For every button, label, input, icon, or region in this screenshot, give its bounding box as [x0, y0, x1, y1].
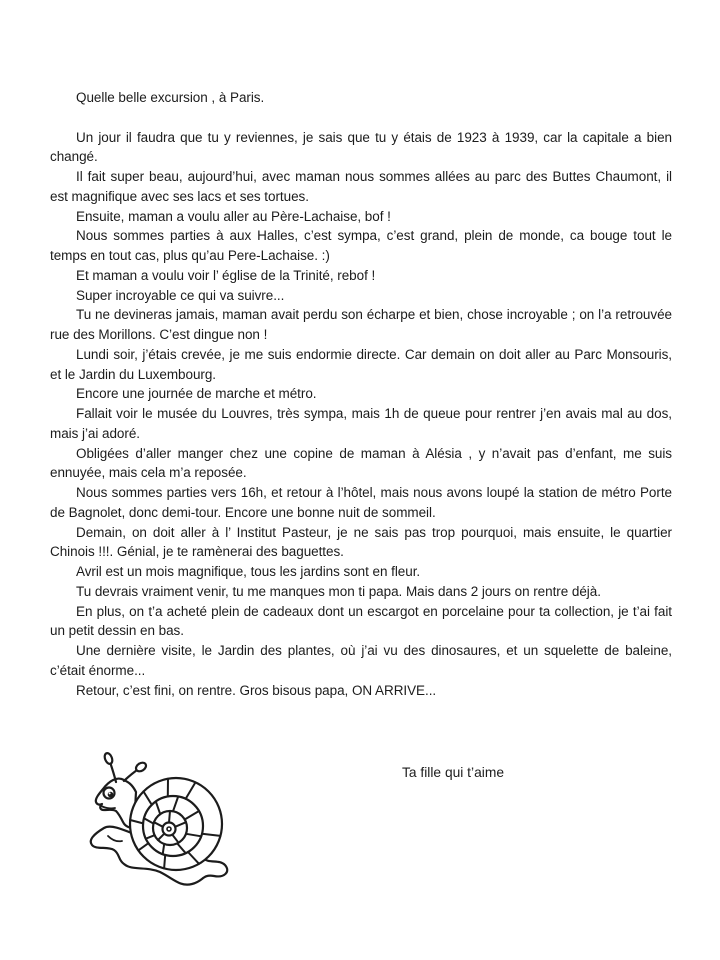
letter-paragraph: Ensuite, maman a voulu aller au Père-Lachaise, bof !: [76, 208, 391, 224]
letter-paragraph: Tu devrais vraiment venir, tu me manques mon ti papa. Mais dans 2 jours on rentre déjà.: [76, 583, 601, 599]
snail-drawing-icon: [84, 752, 244, 907]
letter-paragraph: Obligées d’aller manger chez une copine de maman à Alésia , y n’avait pas d’enfant, me suis ennuyée, mais cela m’a reposée.: [50, 445, 672, 481]
letter-paragraph: Nous sommes parties à aux Halles, c’est sympa, c’est grand, plein de monde, ca bouge tout le temps en tout cas, plus qu’au Pere-Lachaise. :): [50, 228, 672, 263]
letter-paragraph: Une dernière visite, le Jardin des plantes, où j’ai vu des dinosaures, et un squelette de baleine, c’était énorme...: [50, 643, 672, 678]
snail-antenna-left-knob: [103, 752, 114, 765]
snail-antenna-right: [124, 770, 137, 781]
letter-paragraph: Lundi soir, j’étais crevée, je me suis endormie directe. Car demain on doit aller au Parc Monsouris, et le Jardin du Luxembourg.: [50, 346, 672, 382]
letter-paragraph: Et maman a voulu voir l’ église de la Trinité, rebof !: [76, 267, 376, 283]
snail-pupil: [108, 792, 114, 798]
letter-paragraph: Quelle belle excursion , à Paris.: [76, 90, 265, 105]
letter-paragraph: Tu ne devineras jamais, maman avait perdu son écharpe et bien, chose incroyable ; on l’a retrouvée rue des Morillons. C’est dingue non !: [50, 307, 672, 342]
letter-paragraph: Nous sommes parties vers 16h, et retour à l’hôtel, mais nous avons loupé la station de métro Porte de Bagnolet, donc demi-tour. Encore une bonne nuit de sommeil.: [50, 485, 672, 520]
letter-paragraph: Super incroyable ce qui va suivre...: [76, 287, 285, 303]
letter-paragraph: En plus, on t’a acheté plein de cadeaux dont un escargot en porcelaine pour ta collection, je t’ai fait un petit dessin en bas.: [50, 603, 672, 639]
letter-paragraph: Un jour il faudra que tu y reviennes, je sais que tu y étais de 1923 à 1939, car la capitale a bien changé.: [50, 129, 672, 165]
letter-paragraph: Avril est un mois magnifique, tous les jardins sont en fleur.: [76, 564, 421, 579]
signature-line: Ta fille qui t’aime: [402, 765, 504, 780]
letter-paragraph: Demain, on doit aller à l’ Institut Pasteur, je ne sais pas trop pourquoi, mais ensuite, le quartier Chinois !!!. Génial, je te ramènerai des baguettes.: [50, 524, 672, 560]
snail-eye-highlight: [109, 792, 111, 794]
letter-paragraph: Retour, c’est fini, on rentre. Gros bisous papa, ON ARRIVE...: [76, 682, 437, 698]
letter-paragraph: Encore une journée de marche et métro.: [76, 386, 317, 402]
letter-paragraph: Il fait super beau, aujourd’hui, avec maman nous sommes allées au parc des Buttes Chaumont, il est magnifique avec ses lacs et ses tortues.: [50, 169, 672, 204]
snail-antenna-right-knob: [134, 761, 147, 773]
letter-body: [50, 88, 672, 700]
letter-paragraph: Fallait voir le musée du Louvres, très sympa, mais 1h de queue pour rentrer j’en avais mal au dos, mais j’ai adoré.: [50, 406, 672, 441]
